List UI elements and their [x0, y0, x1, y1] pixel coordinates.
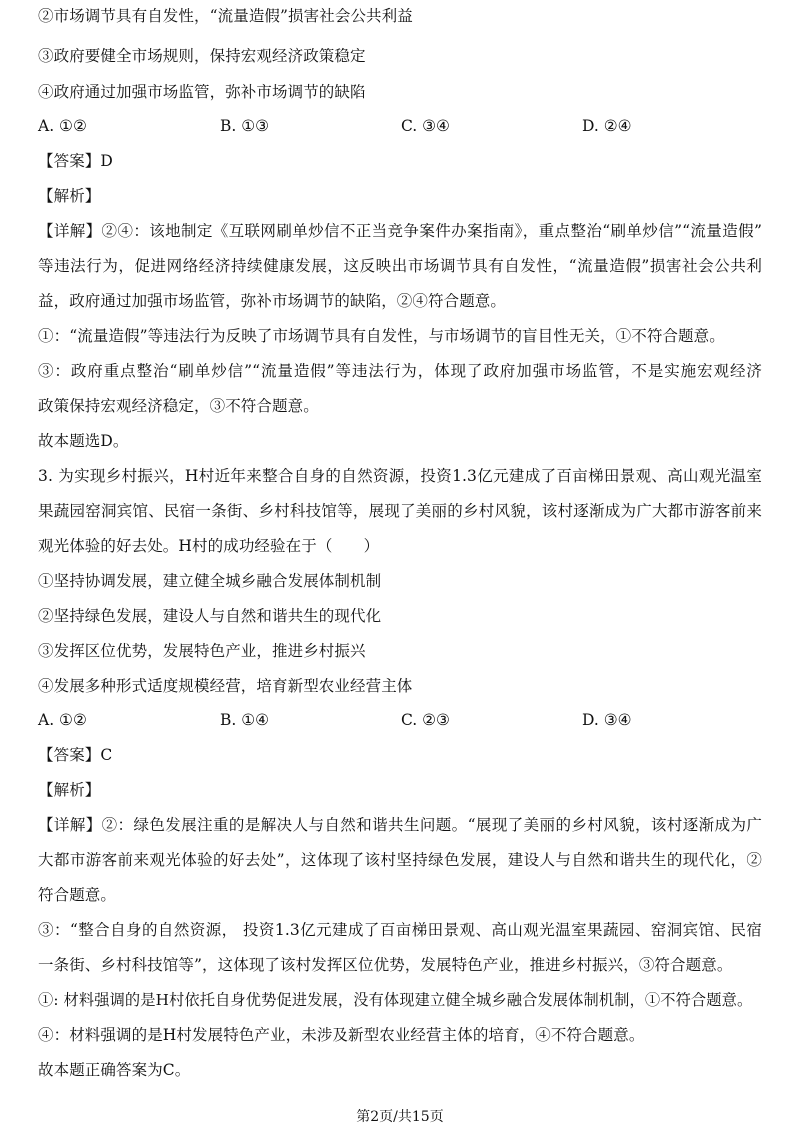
statement-2: ②坚持绿色发展，建设人与自然和谐共生的现代化 [38, 607, 382, 625]
answer-label: 【答案】C [38, 746, 113, 764]
detail-line: 故本题选D。 [38, 432, 129, 450]
statement-4: ④发展多种形式适度规模经营，培育新型农业经营主体 [38, 677, 413, 695]
answer-label: 【答案】D [38, 152, 113, 170]
question-stem: 果蔬园窑洞宾馆、民宿一条街、乡村科技馆等，展现了美丽的乡村风貌，该村逐渐成为广大都市游客前来 [38, 502, 762, 520]
detail-line: ①: 材料强调的是H村依托自身优势促进发展，没有体现建立健全城乡融合发展体制机制，①不符合题意。 [38, 991, 753, 1009]
statement-3: ③发挥区位优势，发展特色产业，推进乡村振兴 [38, 642, 366, 660]
option-c: C. ③④ [401, 117, 450, 135]
analysis-label: 【解析】 [38, 187, 101, 205]
statement-1: ①坚持协调发展，建立健全城乡融合发展体制机制 [38, 572, 382, 590]
detail-line: 一条街、乡村科技馆等”，这体现了该村发挥区位优势，发展特色产业，推进乡村振兴，③符合题意。 [38, 956, 733, 974]
detail-line: 符合题意。 [38, 886, 117, 904]
analysis-label: 【解析】 [38, 781, 101, 799]
option-c: C. ②③ [401, 711, 450, 729]
detail-line: 政策保持宏观经济稳定，③不符合题意。 [38, 397, 319, 415]
question-stem: 3. 为实现乡村振兴，H村近年来整合自身的自然资源，投资1.3亿元建成了百亩梯田景观、高山观光温室 [38, 467, 762, 485]
detail-line: 等违法行为，促进网络经济持续健康发展，这反映出市场调节具有自发性，“流量造假”损害社会公共利 [38, 257, 762, 275]
option-b: B. ①③ [220, 117, 270, 135]
detail-line: ③：政府重点整治“刷单炒信”“流量造假”等违法行为，体现了政府加强市场监管，不是实施宏观经济 [38, 362, 762, 380]
option-d: D. ③④ [582, 711, 632, 729]
statement-4: ④政府通过加强市场监管，弥补市场调节的缺陷 [38, 83, 366, 101]
page-number: 第2页/共15页 [356, 1109, 444, 1125]
detail-line: 【详解】②：绿色发展注重的是解决人与自然和谐共生问题。“展现了美丽的乡村风貌，该村逐渐成为广 [38, 816, 762, 834]
detail-line: 故本题正确答案为C。 [38, 1061, 191, 1079]
detail-line: 益，政府通过加强市场监管，弥补市场调节的缺陷，②④符合题意。 [38, 292, 507, 310]
option-a: A. ①② [38, 711, 87, 729]
option-b: B. ①④ [220, 711, 270, 729]
detail-line: 【详解】②④：该地制定《互联网刷单炒信不正当竞争案件办案指南》，重点整治“刷单炒信”“流量造假” [38, 222, 762, 240]
statement-3: ③政府要健全市场规则，保持宏观经济政策稳定 [38, 47, 366, 65]
detail-line: ④：材料强调的是H村发展特色产业，未涉及新型农业经营主体的培育，④不符合题意。 [38, 1026, 645, 1044]
question-stem: 观光体验的好去处。H村的成功经验在于（ ） [38, 537, 380, 555]
option-d: D. ②④ [582, 117, 632, 135]
detail-line: ③：“整合自身的自然资源， 投资1.3亿元建成了百亩梯田景观、高山观光温室果蔬园、窑洞宾馆、民宿 [38, 921, 762, 939]
detail-line: 大都市游客前来观光体验的好去处”，这体现了该村坚持绿色发展，建设人与自然和谐共生的现代化，② [38, 851, 762, 869]
option-a: A. ①② [38, 117, 87, 135]
statement-2: ②市场调节具有自发性，“流量造假”损害社会公共利益 [38, 7, 413, 25]
detail-line: ①：“流量造假”等违法行为反映了市场调节具有自发性，与市场调节的盲目性无关，①不符合题意。 [38, 327, 725, 345]
